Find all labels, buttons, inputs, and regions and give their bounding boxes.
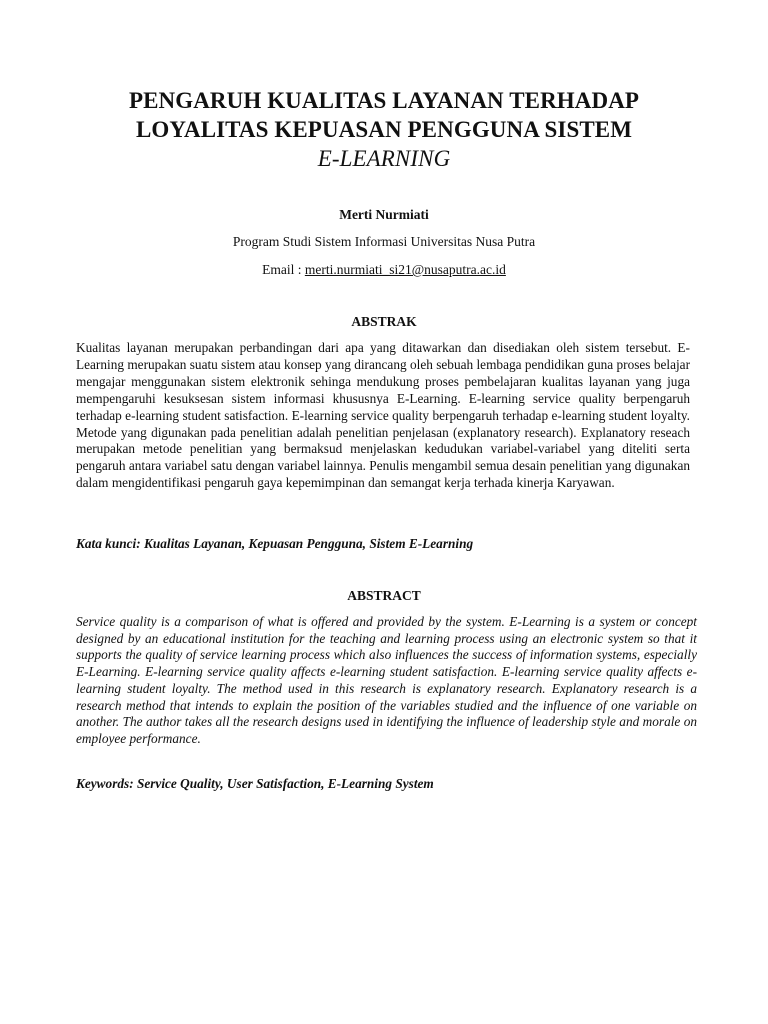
- title-line-1: PENGARUH KUALITAS LAYANAN TERHADAP: [128, 88, 640, 113]
- author-email-line: [0, 262, 768, 278]
- title-line-2: LOYALITAS KEPUASAN PENGGUNA SISTEM: [135, 117, 633, 142]
- abstract-body: Service quality is a comparison of what is offered and provided by the system. E-Learning is a system or concept designed by an educational institution for the teaching and learning process using an electronic system so that it supports the quality of service learning process which also influences the success of information systems, especially E-Learning. E-learning service quality affects e-learning student satisfaction. E-learning service quality affects e-learning student loyalty. The method used in this research is explanatory research. Explanatory research is a research method that intends to explain the position of the variables studied and the influence of one variable on another. The author takes all the research designs used in identifying the influence of leadership style and morale on employee performance.: [76, 614, 697, 746]
- title-line-3: E-LEARNING: [317, 146, 451, 171]
- abstrak-heading: ABSTRAK: [351, 314, 417, 329]
- email-link[interactable]: merti.nurmiati_si21@nusaputra.ac.id: [304, 262, 506, 277]
- email-label: Email :: [262, 262, 305, 277]
- keywords-english: Keywords: Service Quality, User Satisfaction, E-Learning System: [76, 776, 434, 791]
- abstrak-body: Kualitas layanan merupakan perbandingan dari apa yang ditawarkan dan disediakan oleh sistem tersebut. E-Learning merupakan suatu sistem atau konsep yang dirancang oleh sebuah lembaga pendidikan guna proses belajar mengajar menggunakan sistem elektronik sehinga mendukung proses pembelajaran kualitas layanan yang juga mempengaruhi kesuksesan sistem informasi khususnya E-Learning. E-learning service quality berpengaruh terhadap e-learning student satisfaction. E-learning service quality berpengaruh terhadap e-learning student loyalty. Metode yang digunakan pada penelitian adalah penelitian penjelasan (explanatory research). Explanatory reseach merupakan metode penelitian yang bermaksud menjelaskan kedudukan variabel-variabel yang diteliti serta pengaruh antara variabel satu dengan variabel lainnya. Penulis mengambil semua desain penelitian yang digunakan dalam mengidentifikasi pengaruh gaya kepemimpinan dan semangat kerja terhada kinerja Karyawan.: [76, 340, 690, 491]
- author-name: Merti Nurmiati: [339, 207, 429, 222]
- paper-title: [40, 86, 728, 173]
- author-affiliation: Program Studi Sistem Informasi Universitas Nusa Putra: [232, 234, 536, 249]
- abstract-heading: ABSTRACT: [347, 588, 421, 603]
- kata-kunci: Kata kunci: Kualitas Layanan, Kepuasan Pengguna, Sistem E-Learning: [76, 536, 474, 551]
